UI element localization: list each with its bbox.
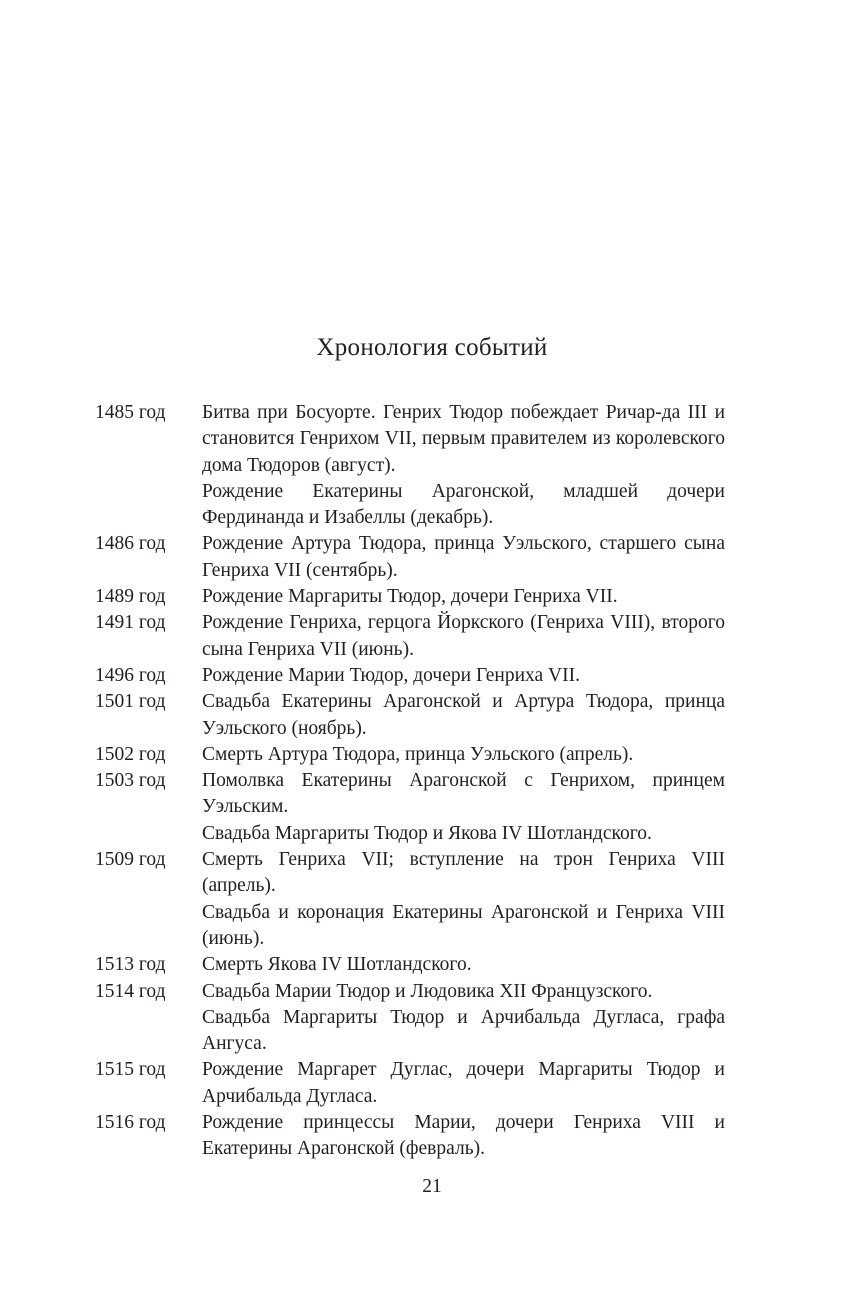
chronology-entry: [95, 768, 725, 847]
entry-event: Свадьба и коронация Екатерины Арагонской и Генриха VIII (июнь).: [202, 901, 725, 949]
entry-event: Рождение Екатерины Арагонской, младшей дочери Фердинанда и Изабеллы (декабрь).: [202, 480, 725, 529]
chronology-list: [95, 400, 725, 1163]
entry-year: 1516 год: [95, 1112, 166, 1134]
entry-event: Смерть Артура Тюдора, принца Уэльского (апрель).: [202, 743, 634, 765]
entry-event: Битва при Босуорте. Генрих Тюдор побеждает Ричар-да III и становится Генрихом VII, первым правителем из королевского дома Тюдоров (август).: [202, 402, 725, 476]
chronology-entry: [95, 979, 725, 1058]
entry-event: Помолвка Екатерины Арагонской с Генрихом, принцем Уэльским.: [202, 770, 725, 818]
chronology-entry: [95, 1057, 725, 1110]
entry-year: 1509 год: [95, 849, 166, 871]
chronology-entry: [95, 400, 725, 531]
chronology-entry: [95, 531, 725, 584]
chronology-entry: [95, 742, 725, 768]
entry-year: 1515 год: [95, 1059, 166, 1081]
entry-event: Рождение Маргариты Тюдор, дочери Генриха VII.: [202, 586, 618, 608]
entry-year: 1485 год: [95, 402, 166, 423]
entry-event: Свадьба Екатерины Арагонской и Артура Тюдора, принца Уэльского (ноябрь).: [202, 691, 725, 739]
entry-year: 1503 год: [95, 770, 166, 792]
entry-event: Рождение Артура Тюдора, принца Уэльского, старшего сына Генриха VII (сентябрь).: [202, 533, 725, 581]
entry-year: 1502 год: [95, 743, 166, 765]
entry-event: Рождение принцессы Марии, дочери Генриха VIII и Екатерины Арагонской (февраль).: [202, 1112, 725, 1160]
entry-event: Смерть Якова IV Шотландского.: [202, 954, 472, 976]
entry-year: 1514 год: [95, 980, 166, 1002]
chronology-entry: [95, 952, 725, 978]
chronology-entry: [95, 1110, 725, 1163]
entry-year: 1496 год: [95, 664, 166, 686]
entry-event: Рождение Генриха, герцога Йоркского (Генриха VIII), второго сына Генриха VII (июнь).: [202, 612, 725, 660]
entry-year: 1491 год: [95, 612, 166, 634]
entry-year: 1486 год: [95, 533, 166, 555]
chronology-entry: [95, 847, 725, 952]
entry-event: Свадьба Маргариты Тюдор и Арчибальда Дугласа, графа Ангуса.: [202, 1006, 725, 1055]
entry-year: 1513 год: [95, 954, 166, 976]
chronology-entry: [95, 610, 725, 663]
chronology-entry: [95, 689, 725, 742]
entry-event: Рождение Маргарет Дуглас, дочери Маргариты Тюдор и Арчибальда Дугласа.: [202, 1059, 725, 1107]
entry-year: 1501 год: [95, 691, 166, 713]
entry-event: Свадьба Марии Тюдор и Людовика XII Французского.: [202, 980, 653, 1002]
chronology-entry: [95, 584, 725, 610]
page-number: 21: [422, 1176, 442, 1197]
entry-event: Рождение Марии Тюдор, дочери Генриха VII.: [202, 664, 580, 686]
page-title: Хронология событий: [316, 334, 548, 361]
entry-event: Свадьба Маргариты Тюдор и Якова IV Шотландского.: [202, 822, 652, 844]
entry-year: 1489 год: [95, 586, 166, 608]
entry-event: Смерть Генриха VII; вступление на трон Генриха VIII (апрель).: [202, 849, 725, 897]
chronology-entry: [95, 663, 725, 689]
